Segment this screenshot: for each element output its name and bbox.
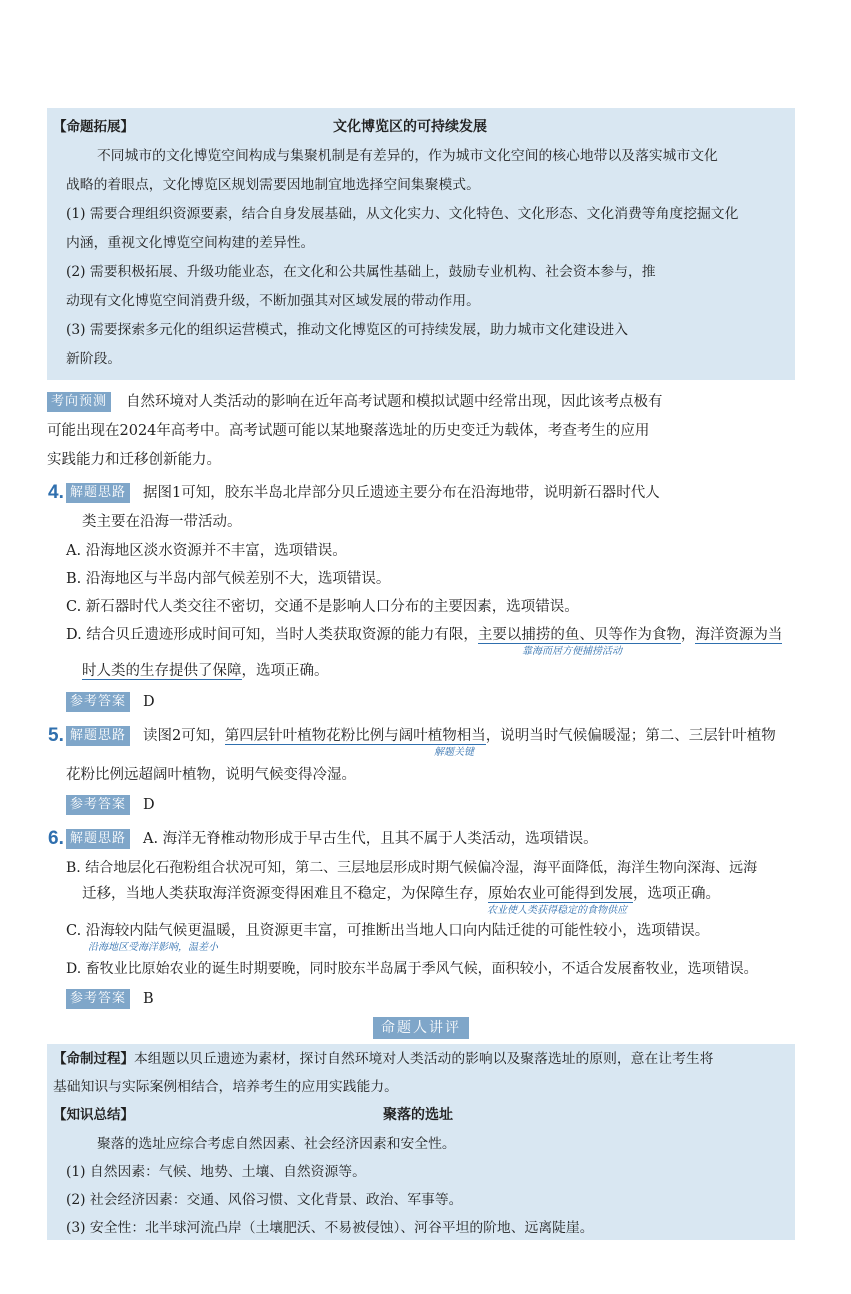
q6-answer-tag: 参考答案 [66,989,130,1009]
question-6-number: 6. [48,828,64,849]
q5-handwritten-note: 解题关键 [434,747,474,758]
q4-answer-tag: 参考答案 [66,692,130,712]
expansion-line-5: (2) 需要积极拓展、升级功能业态，在文化和公共属性基础上，鼓励专业机构、社会资本参与，推 [66,264,656,280]
forecast-line-3: 实践能力和迁移创新能力。 [47,452,221,468]
forecast-tag: 考向预测 [47,392,111,412]
review-banner: 命题人讲评 [373,1017,469,1039]
q4-d-sep: ， [680,627,696,643]
q6-option-b-1: B. 结合地层化石孢粉组合状况可知，第二、三层地层形成时期气候偏冷湿，海平面降低，海洋生物向深海、远海 [66,860,758,876]
q4-d-underline-2: 海洋资源为当 [695,627,783,643]
q6-option-a: A. 海洋无脊椎动物形成于早古生代，且其不属于人类活动，选项错误。 [143,831,598,847]
q4-d-underline-1: 主要以捕捞的鱼、贝等作为食物 [477,627,681,643]
review-process-line-2: 基础知识与实际案例相结合，培养考生的应用实践能力。 [53,1079,398,1095]
q6-answer: B [143,991,154,1007]
q6-option-b-2 [82,884,720,904]
review-summary-label: 【知识总结】 [53,1107,134,1123]
q4-handwritten-note: 靠海而居方便捕捞活动 [522,646,622,657]
expansion-line-3: (1) 需要合理组织资源要素，结合自身发展基础，从文化实力、文化特色、文化形态、文化消费等角度挖掘文化 [66,206,739,222]
q5-pre: 读图2可知， [143,728,225,744]
q4-option-a: A. 沿海地区淡水资源并不丰富，选项错误。 [66,543,347,559]
review-summary-line-4: (3) 安全性：北半球河流凸岸（土壤肥沃、不易被侵蚀）、河谷平坦的阶地、远离陡崖。 [66,1220,594,1236]
review-process-line-1 [53,1049,713,1069]
q4-solve-tag: 解题思路 [66,483,130,503]
review-process-label: 【命制过程】 [53,1051,134,1067]
expansion-line-6: 动现有文化博览空间消费升级，不断加强其对区域发展的带动作用。 [66,293,480,309]
review-process-text-1: 本组题以贝丘遗迹为素材，探讨自然环境对人类活动的影响以及聚落选址的原则，意在让考生将 [134,1051,714,1067]
review-summary-line-1: 聚落的选址应综合考虑自然因素、社会经济因素和安全性。 [97,1136,456,1152]
q5-underline: 第四层针叶植物花粉比例与阔叶植物相当 [224,728,486,744]
q4-intro-2: 类主要在沿海一带活动。 [82,514,242,530]
expansion-line-7: (3) 需要探索多元化的组织运营模式，推动文化博览区的可持续发展，助力城市文化建设进入 [66,322,629,338]
q4-option-d [66,625,782,645]
forecast-line-1: 自然环境对人类活动的影响在近年高考试题和模拟试题中经常出现，因此该考点极有 [126,394,663,410]
q4-d-underline-3: 时人类的生存提供了保障 [82,663,242,679]
q5-answer-tag: 参考答案 [66,795,130,815]
q4-option-c: C. 新石器时代人类交往不密切，交通不是影响人口分布的主要因素，选项错误。 [66,599,579,615]
q6-b-handwritten-note: 农业使人类获得稳定的食物供应 [487,905,627,916]
q6-b-post: ，选项正确。 [633,886,720,902]
q6-c-handwritten-note: 沿海地区受海洋影响，温差小 [88,942,218,953]
q6-option-d: D. 畜牧业比原始农业的诞生时期要晚，同时胶东半岛属于季风气候，面积较小，不适合发展畜牧业，选项错误。 [66,961,758,977]
q6-c-text: C. 沿海较内陆气候更温暖，且资源更丰富，可推断出当地人口向内陆迁徙的可能性较小，选项错误。 [66,923,710,939]
review-summary-title: 聚落的选址 [383,1107,453,1123]
question-4-number: 4. [48,482,64,503]
expansion-label: 【命题拓展】 [53,119,134,135]
expansion-line-4: 内涵，重视文化博览空间构建的差异性。 [66,235,315,251]
q4-d-text: D. 结合贝丘遗迹形成时间可知，当时人类获取资源的能力有限， [66,627,478,643]
q5-line-2: 花粉比例远超阔叶植物，说明气候变得冷湿。 [66,767,356,783]
expansion-line-2: 战略的着眼点，文化博览区规划需要因地制宜地选择空间集聚模式。 [66,177,480,193]
q5-mid: ，说明当时气候偏暖湿；第二、三层针叶植物 [485,728,776,744]
q6-option-c [66,921,709,941]
forecast-line-2: 可能出现在2024年高考中。高考试题可能以某地聚落选址的历史变迁为载体，考查考生的应用 [47,423,650,439]
q4-d-post: ，选项正确。 [241,663,329,679]
q4-option-b: B. 沿海地区与半岛内部气候差别不大，选项错误。 [66,571,391,587]
expansion-line-1: 不同城市的文化博览空间构成与集聚机制是有差异的，作为城市文化空间的核心地带以及落实城市文化 [97,148,718,164]
q4-intro-1: 据图1可知，胶东半岛北岸部分贝丘遗迹主要分布在沿海地带，说明新石器时代人 [143,485,660,501]
expansion-line-8: 新阶段。 [66,351,122,367]
expansion-title: 文化博览区的可持续发展 [333,119,487,135]
q4-option-d-cont [82,661,329,681]
review-summary-line-2: (1) 自然因素：气候、地势、土壤、自然资源等。 [66,1164,366,1180]
q6-b-underline: 原始农业可能得到发展 [488,886,633,902]
q4-answer: D [143,694,155,710]
q6-solve-tag: 解题思路 [66,829,130,849]
question-5-number: 5. [48,725,64,746]
q5-solve-tag: 解题思路 [66,726,130,746]
review-summary-line-3: (2) 社会经济因素：交通、风俗习惯、文化背景、政治、军事等。 [66,1192,463,1208]
q6-b-pre: 迁移，当地人类获取海洋资源变得困难且不稳定，为保障生存， [82,886,488,902]
q5-answer: D [143,797,155,813]
q5-line-1 [143,726,776,746]
